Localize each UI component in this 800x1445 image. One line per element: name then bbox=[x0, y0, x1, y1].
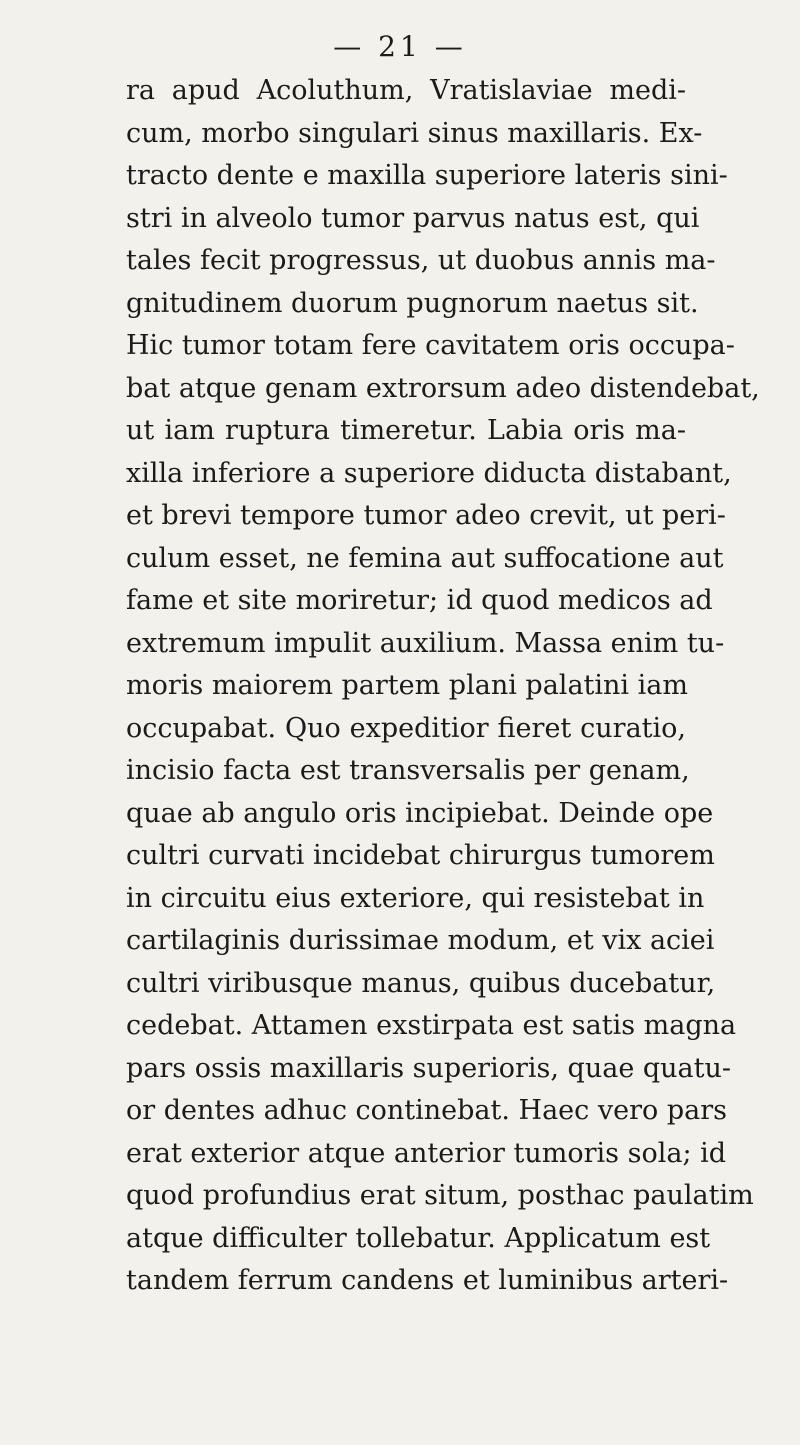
text-line: Hic tumor totam fere cavitatem oris occupa- bbox=[126, 330, 735, 361]
text-line: erat exterior atque anterior tumoris sola; id bbox=[126, 1137, 727, 1169]
text-line: cultri viribusque manus, quibus ducebatur, bbox=[126, 967, 716, 999]
text-line: moris maiorem partem plani palatini iam bbox=[126, 670, 688, 701]
text-line: ut iam ruptura timeretur. Labia oris ma- bbox=[126, 415, 686, 446]
text-line: cedebat. Attamen exstirpata est satis magna bbox=[126, 1010, 737, 1041]
text-line: fame et site moriretur; id quod medicos ad bbox=[126, 585, 713, 616]
text-line: extremum impulit auxilium. Massa enim tu- bbox=[126, 627, 725, 659]
text-line: occupabat. Quo expeditior fieret curatio, bbox=[126, 712, 686, 744]
text-line: or dentes adhuc continebat. Haec vero pars bbox=[126, 1095, 727, 1126]
text-line: cartilaginis durissimae modum, et vix aciei bbox=[126, 925, 715, 956]
text-line: pars ossis maxillaris superioris, quae quatu- bbox=[126, 1052, 732, 1084]
text-line: tales fecit progressus, ut duobus annis ma- bbox=[126, 245, 716, 276]
text-line: cum, morbo singulari sinus maxillaris. Ex- bbox=[126, 117, 703, 149]
page-number: — 21 — bbox=[333, 30, 467, 63]
text-line: tracto dente e maxilla superiore lateris sini- bbox=[126, 160, 728, 191]
text-line: in circuitu eius exteriore, qui resistebat in bbox=[126, 882, 705, 914]
text-line: quod profundius erat situm, posthac paulatim bbox=[126, 1180, 754, 1211]
text-line: gnitudinem duorum pugnorum naetus sit. bbox=[126, 287, 699, 319]
body-text bbox=[126, 70, 760, 1303]
text-line: culum esset, ne femina aut suffocatione aut bbox=[126, 542, 724, 574]
text-line: quae ab angulo oris incipiebat. Deinde ope bbox=[126, 797, 714, 829]
text-line: et brevi tempore tumor adeo crevit, ut peri- bbox=[126, 500, 726, 531]
text-line: ra apud Acoluthum, Vratislaviae medi- bbox=[126, 75, 686, 106]
text-line: cultri curvati incidebat chirurgus tumorem bbox=[126, 840, 715, 871]
text-line: xilla inferiore a superiore diducta distabant, bbox=[126, 457, 732, 489]
text-line: tandem ferrum candens et luminibus arteri- bbox=[126, 1265, 729, 1296]
text-line: incisio facta est transversalis per genam, bbox=[126, 755, 690, 786]
text-line: atque difficulter tollebatur. Applicatum est bbox=[126, 1222, 711, 1254]
text-line: stri in alveolo tumor parvus natus est, qui bbox=[126, 202, 700, 234]
text-line: bat atque genam extrorsum adeo distendebat, bbox=[126, 372, 760, 404]
